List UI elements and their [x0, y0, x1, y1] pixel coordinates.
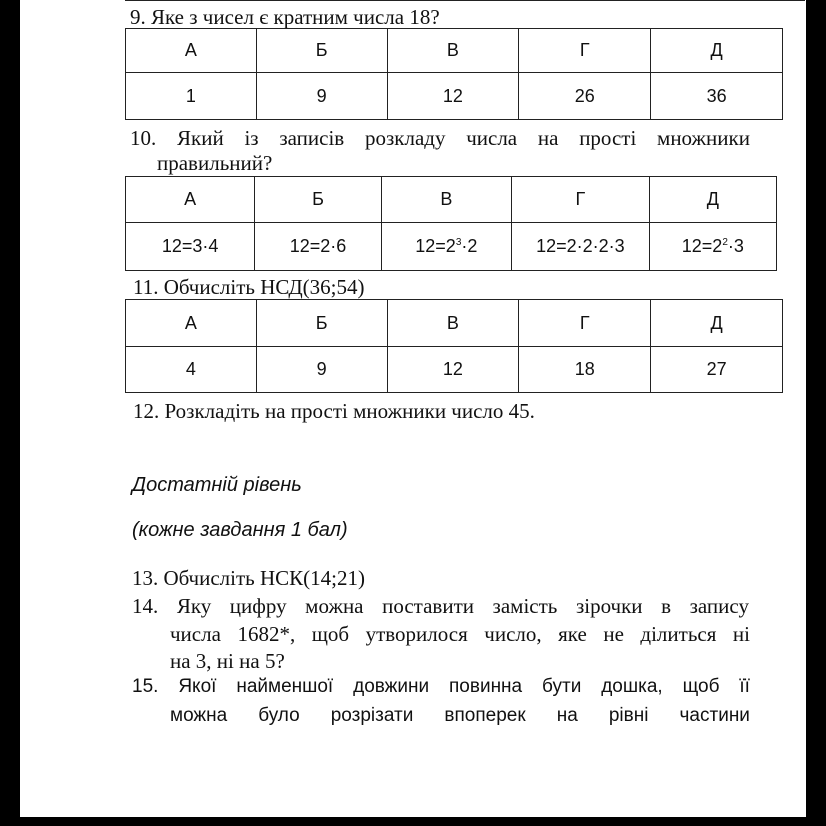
question-12-text: 12. Розкладіть на прості множники число 45.: [133, 399, 535, 423]
header-v: В: [387, 29, 519, 73]
question-10-table: [125, 176, 777, 271]
top-table-border: [125, 0, 805, 1]
level-points: (кожне завдання 1 бал): [132, 519, 348, 541]
answer-b: 9: [256, 347, 387, 393]
answer-v: 12: [387, 73, 519, 120]
answer-d: $12=2^2\cdot 3$: [649, 223, 776, 271]
answer-v: $12=2^3\cdot 2$: [381, 223, 511, 271]
header-g: Г: [512, 177, 650, 223]
question-14-line-3: на 3, ні на 5?: [170, 649, 285, 673]
question-15-line-2: можна було розрізати впоперек на рівні частини: [170, 705, 750, 726]
question-10-line-1: 10. Який із записів розкладу числа на прості множники: [130, 126, 750, 150]
answer-d: 27: [651, 347, 783, 393]
answer-v: 12: [387, 347, 519, 393]
header-d: Д: [651, 29, 783, 73]
header-v: В: [381, 177, 511, 223]
question-10-line-2: правильний?: [157, 151, 273, 175]
question-13-text: 13. Обчисліть НСК(14;21): [132, 566, 365, 590]
level-title: Достатній рівень: [132, 474, 302, 496]
question-11-header-row: [126, 300, 783, 347]
answer-d: 36: [651, 73, 783, 120]
header-d: Д: [651, 300, 783, 347]
question-9-text: 9. Яке з чисел є кратним числа 18?: [130, 5, 440, 29]
header-a: А: [126, 177, 255, 223]
header-g: Г: [519, 300, 651, 347]
question-11-table: [125, 299, 783, 393]
question-11-answer-row: [126, 347, 783, 393]
header-a: А: [126, 300, 257, 347]
header-a: А: [126, 29, 257, 73]
answer-g: 26: [519, 73, 651, 120]
answer-b: 12=2·6: [255, 223, 381, 271]
worksheet-page: [20, 0, 806, 817]
answer-g: 12=2·2·2·3: [512, 223, 650, 271]
answer-a: 12=3·4: [126, 223, 255, 271]
question-11-text: 11. Обчисліть НСД(36;54): [133, 275, 365, 299]
answer-a: 4: [126, 347, 257, 393]
header-b: Б: [256, 29, 387, 73]
question-10-answer-row: [126, 223, 777, 271]
header-d: Д: [649, 177, 776, 223]
answer-g: 18: [519, 347, 651, 393]
question-10-header-row: [126, 177, 777, 223]
question-15-line-1: 15. Якої найменшої довжини повинна бути дошка, щоб її: [132, 676, 750, 697]
question-9-table: [125, 28, 783, 120]
question-14-line-2: числа 1682*, щоб утворилося число, яке не ділиться ні: [170, 622, 750, 646]
question-9-answer-row: [126, 73, 783, 120]
header-b: Б: [255, 177, 381, 223]
header-b: Б: [256, 300, 387, 347]
question-14-line-1: 14. Яку цифру можна поставити замість зірочки в запису: [132, 594, 749, 618]
header-g: Г: [519, 29, 651, 73]
question-9-header-row: [126, 29, 783, 73]
header-v: В: [387, 300, 519, 347]
answer-a: 1: [126, 73, 257, 120]
answer-b: 9: [256, 73, 387, 120]
